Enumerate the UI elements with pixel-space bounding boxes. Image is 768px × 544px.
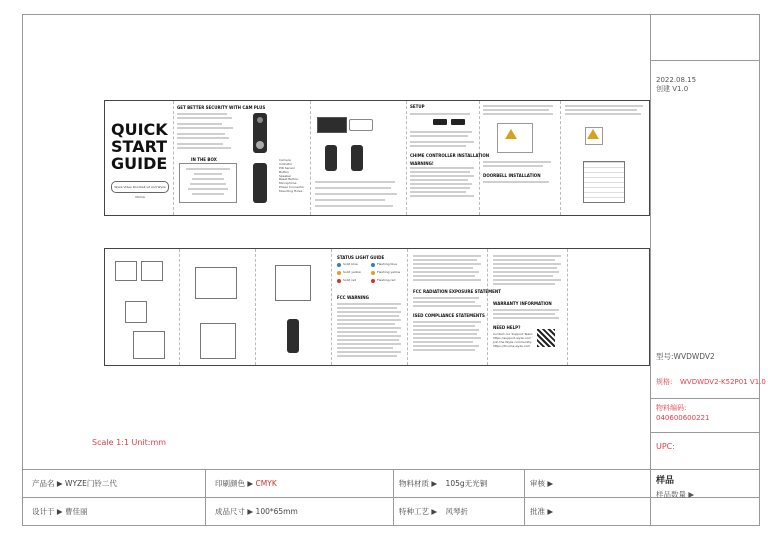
footer-top-line: [22, 469, 760, 470]
upc-label: UPC:: [656, 442, 675, 451]
house-image: [583, 161, 625, 203]
doorbell-install-heading: DOORBELL INSTALLATION: [483, 173, 541, 178]
version-line: 创建 V1.0: [656, 85, 689, 93]
side-line-3: [650, 432, 760, 433]
model-number: 型号:WVDWDV2: [656, 352, 715, 361]
wiring-step-image: [195, 267, 237, 299]
chime-install-heading: CHIME CONTROLLER INSTALLATION: [410, 153, 490, 158]
parts-labels: Camera Indicator PIR Sensor Button Speaker Reset Button Microphone Power Connector Mounting Holes: [279, 158, 305, 194]
fcc-radiation-heading: FCC RADIATION EXPOSURE STATEMENT: [413, 289, 501, 294]
fcc-warning-heading: FCC WARNING: [337, 295, 369, 300]
material-code-label: 物料编码:: [656, 404, 687, 412]
mounted-doorbell-image: [287, 319, 299, 353]
footer-divider-3: [524, 469, 525, 526]
flashing-red-icon: [371, 279, 375, 283]
warning-icon: [505, 129, 517, 139]
guide-sheet-front: [104, 100, 650, 216]
chime-plug-image: [349, 119, 373, 131]
scale-note: Scale 1:1 Unit:mm: [92, 438, 167, 447]
chime-doorbell-image-1: [325, 145, 337, 171]
install-step-3-image: [125, 301, 147, 323]
chime-image: [317, 117, 347, 133]
material-code-value: 040600600221: [656, 414, 710, 422]
footer-product-name: 产品名 ▶ WYZE门铃二代: [32, 479, 117, 488]
flashing-yellow-icon: [371, 271, 375, 275]
footer-special-process: 特种工艺 ▶ 风琴折: [399, 507, 469, 516]
side-column-divider: [650, 14, 651, 526]
flashing-blue-icon: [371, 263, 375, 267]
cover-subtitle-box: Wyze Video Doorbell v2 and Wyze Chime: [111, 181, 169, 193]
solid-blue-icon: [337, 263, 341, 267]
footer-review: 审核 ▶: [530, 479, 554, 488]
footer-divider-2: [393, 469, 394, 526]
chime-doorbell-image-2: [351, 145, 363, 171]
side-line-1: [650, 60, 760, 61]
cam-plus-heading: GET BETTER SECURITY WITH CAM PLUS: [177, 105, 266, 110]
footer-designer: 设计于 ▶ 曹佳丽: [32, 507, 88, 516]
status-light-heading: STATUS LIGHT GUIDE: [337, 255, 385, 260]
caution-icon: [587, 129, 599, 139]
footer-size: 成品尺寸 ▶ 100*65mm: [215, 507, 298, 516]
solid-red-icon: [337, 279, 341, 283]
footer-approve: 批准 ▶: [530, 507, 554, 516]
solid-yellow-icon: [337, 271, 341, 275]
install-step-1-image: [115, 261, 137, 281]
footer-mid-line: [22, 497, 760, 498]
install-step-4-image: [133, 331, 165, 359]
side-line-2: [650, 398, 760, 399]
in-the-box-heading: IN THE BOX: [191, 157, 217, 162]
need-help-heading: NEED HELP?: [493, 325, 521, 330]
mount-step-image: [200, 323, 236, 359]
doorbell-back-image: [253, 163, 267, 203]
footer-print-color: 印刷颜色 ▶ CMYK: [215, 479, 277, 488]
help-links: Contact our Support Team: https://support.wyze.com Join the Wyze community: https://forums.wyze.com: [493, 332, 534, 348]
sample-title: 样品: [656, 476, 675, 486]
install-step-2-image: [141, 261, 163, 281]
ised-heading: ISED COMPLIANCE STATEMENTS: [413, 313, 485, 318]
spec-value: WVDWDV2-K52P01 V1.0: [680, 378, 766, 386]
warranty-heading: WARRANTY INFORMATION: [493, 301, 552, 306]
date-stamp: 2022.08.15: [656, 76, 697, 84]
setup-heading: SETUP: [410, 104, 425, 109]
cover-title: QUICK START GUIDE: [111, 120, 168, 173]
google-play-badge: [451, 119, 465, 125]
app-store-badge: [433, 119, 447, 125]
qr-code-image: [537, 329, 555, 347]
spec-label: 规格:: [656, 378, 673, 386]
footer-material: 物料材质 ▶ 105g无光铜: [399, 479, 488, 488]
sample-quantity: 样品数量 ▶: [656, 490, 695, 499]
attach-step-image: [275, 265, 311, 301]
in-the-box-list: [179, 163, 237, 203]
warning-heading: WARNING!: [410, 161, 434, 166]
footer-divider-1: [205, 469, 206, 526]
guide-sheet-back: STATUS LIGHT GUIDE Solid blue Flashing blue Solid yellow Flashing yellow Solid red Flashing red FCC WARNING FCC RADIATION EXPOSURE STATEMENT ISED COMPLIANCE STATEMENTS WARRANTY INFORMATION NEED HELP? Contact our Support Team: https://support.wyze.com Join the Wyze community: https://forums.wyze.com: [104, 248, 650, 366]
